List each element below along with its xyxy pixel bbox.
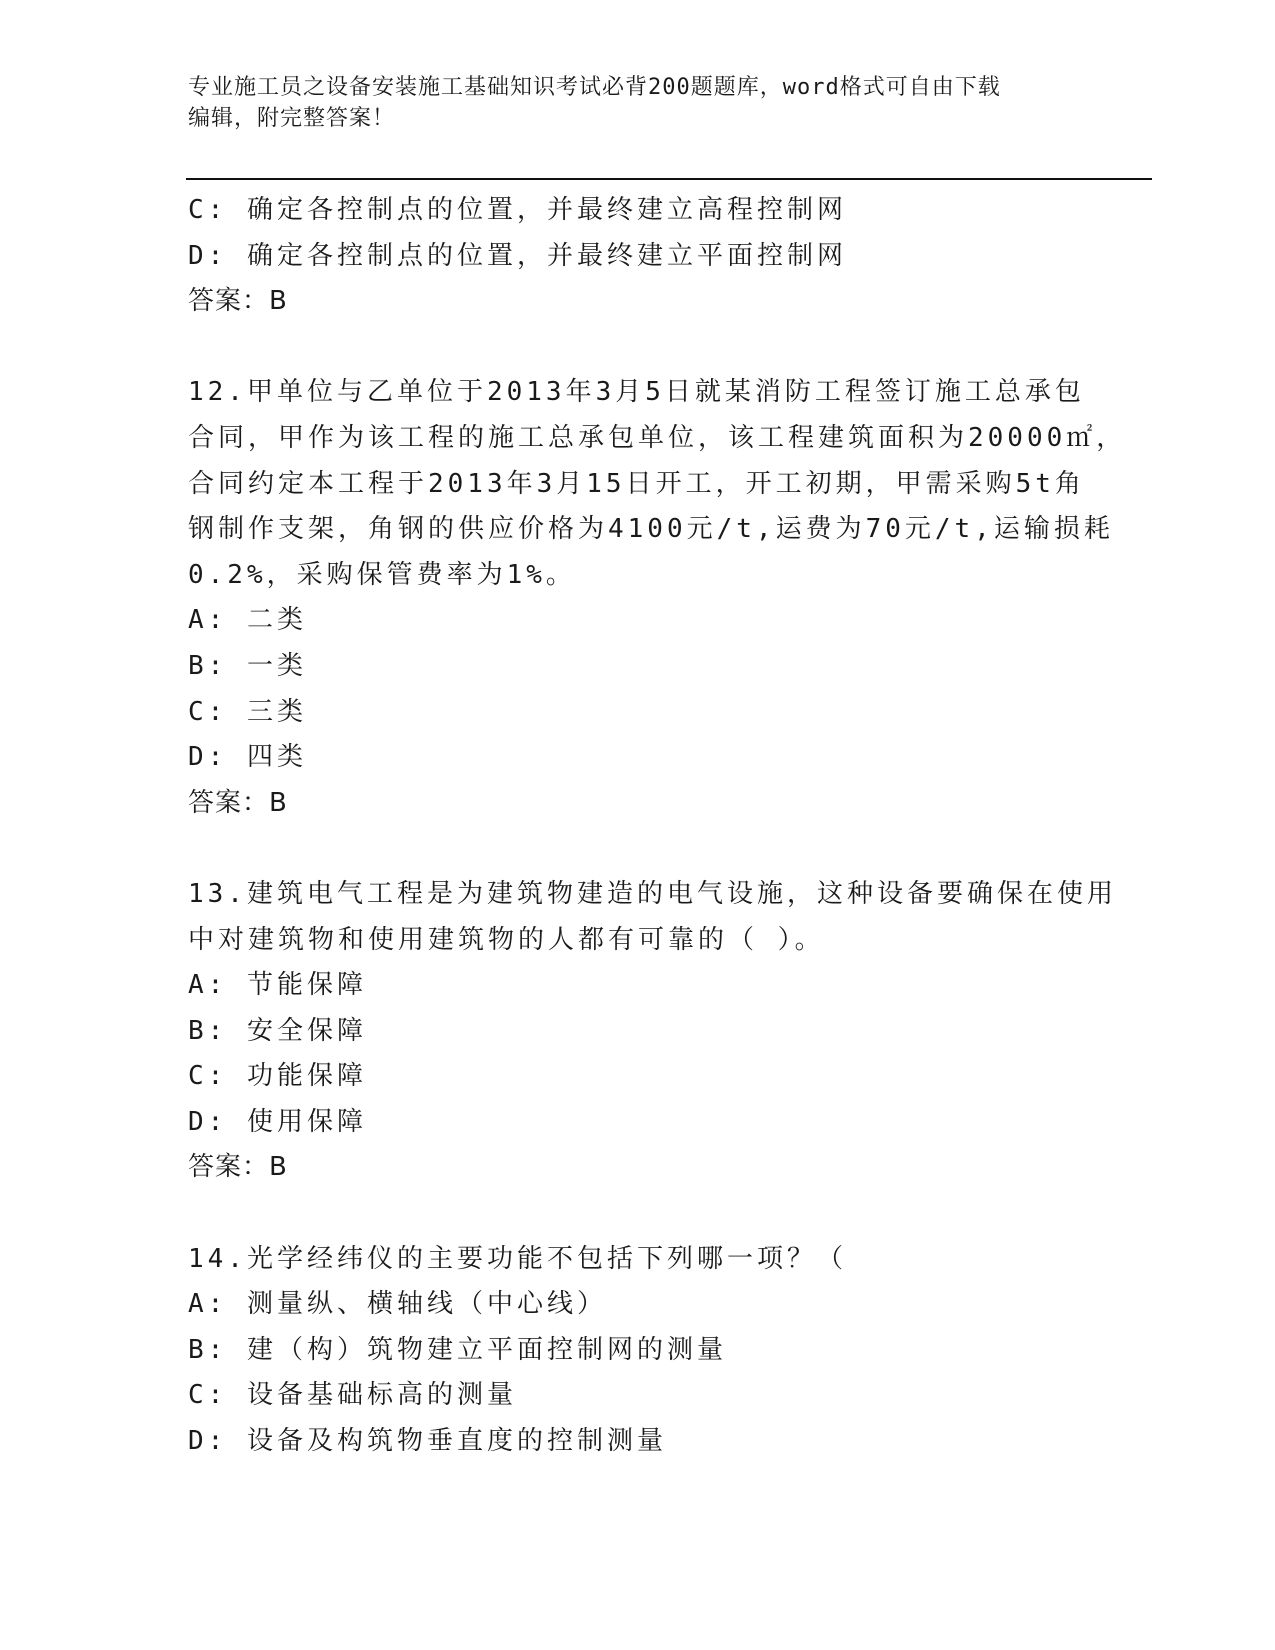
question-stem-line: 14.光学经纬仪的主要功能不包括下列哪一项？（: [188, 1243, 847, 1274]
question-11-continued: [188, 188, 1088, 325]
option-d: D: 四类: [188, 742, 307, 773]
option-c: C: 功能保障: [188, 1061, 367, 1092]
answer-line: 答案：B: [188, 787, 288, 818]
header-divider: [186, 178, 1152, 180]
question-12: [188, 370, 1127, 826]
spacer: [188, 826, 1088, 872]
question-stem-line: 0.2%，采购保管费率为1%。: [188, 559, 576, 590]
answer-line: 答案：B: [188, 1152, 288, 1183]
question-stem-line: 钢制作支架，角钢的供应价格为4100元/t,运费为70元/t,运输损耗: [188, 514, 1114, 545]
question-stem-line: 中对建筑物和使用建筑物的人都有可靠的（ ）。: [188, 924, 825, 955]
spacer: [188, 325, 1088, 371]
question-stem-line: 13.建筑电气工程是为建筑物建造的电气设施，这种设备要确保在使用: [188, 878, 1117, 909]
option-b: B: 建（构）筑物建立平面控制网的测量: [188, 1334, 727, 1365]
option-a: A: 节能保障: [188, 970, 367, 1001]
option-d: D: 确定各控制点的位置，并最终建立平面控制网: [188, 240, 847, 271]
header-title-line-2: 编辑，附完整答案！: [188, 106, 396, 131]
option-c: C: 三类: [188, 696, 307, 727]
header-title-line-1: 专业施工员之设备安装施工基础知识考试必背200题题库，word格式可自由下载: [188, 75, 1001, 100]
document-body: [188, 188, 1127, 1465]
option-c: C: 确定各控制点的位置，并最终建立高程控制网: [188, 195, 847, 225]
option-b: B: 安全保障: [188, 1015, 367, 1046]
option-d: D: 使用保障: [188, 1106, 367, 1137]
question-stem-line: 合同约定本工程于2013年3月15日开工，开工初期，甲需采购5t角: [188, 468, 1085, 499]
answer-line: 答案：B: [188, 286, 288, 317]
option-a: A: 测量纵、横轴线（中心线）: [188, 1289, 607, 1320]
option-c: C: 设备基础标高的测量: [188, 1380, 517, 1411]
option-b: B: 一类: [188, 650, 307, 681]
option-d: D: 设备及构筑物垂直度的控制测量: [188, 1426, 667, 1457]
question-stem-line: 12.甲单位与乙单位于2013年3月5日就某消防工程签订施工总承包: [188, 377, 1085, 408]
question-13: [188, 872, 1117, 1191]
question-14: [188, 1237, 1088, 1465]
spacer: [188, 1191, 1088, 1237]
option-a: A: 二类: [188, 605, 307, 636]
page-header: [188, 72, 1088, 134]
question-stem-line: 合同，甲作为该工程的施工总承包单位，该工程建筑面积为20000㎡，: [188, 422, 1127, 453]
